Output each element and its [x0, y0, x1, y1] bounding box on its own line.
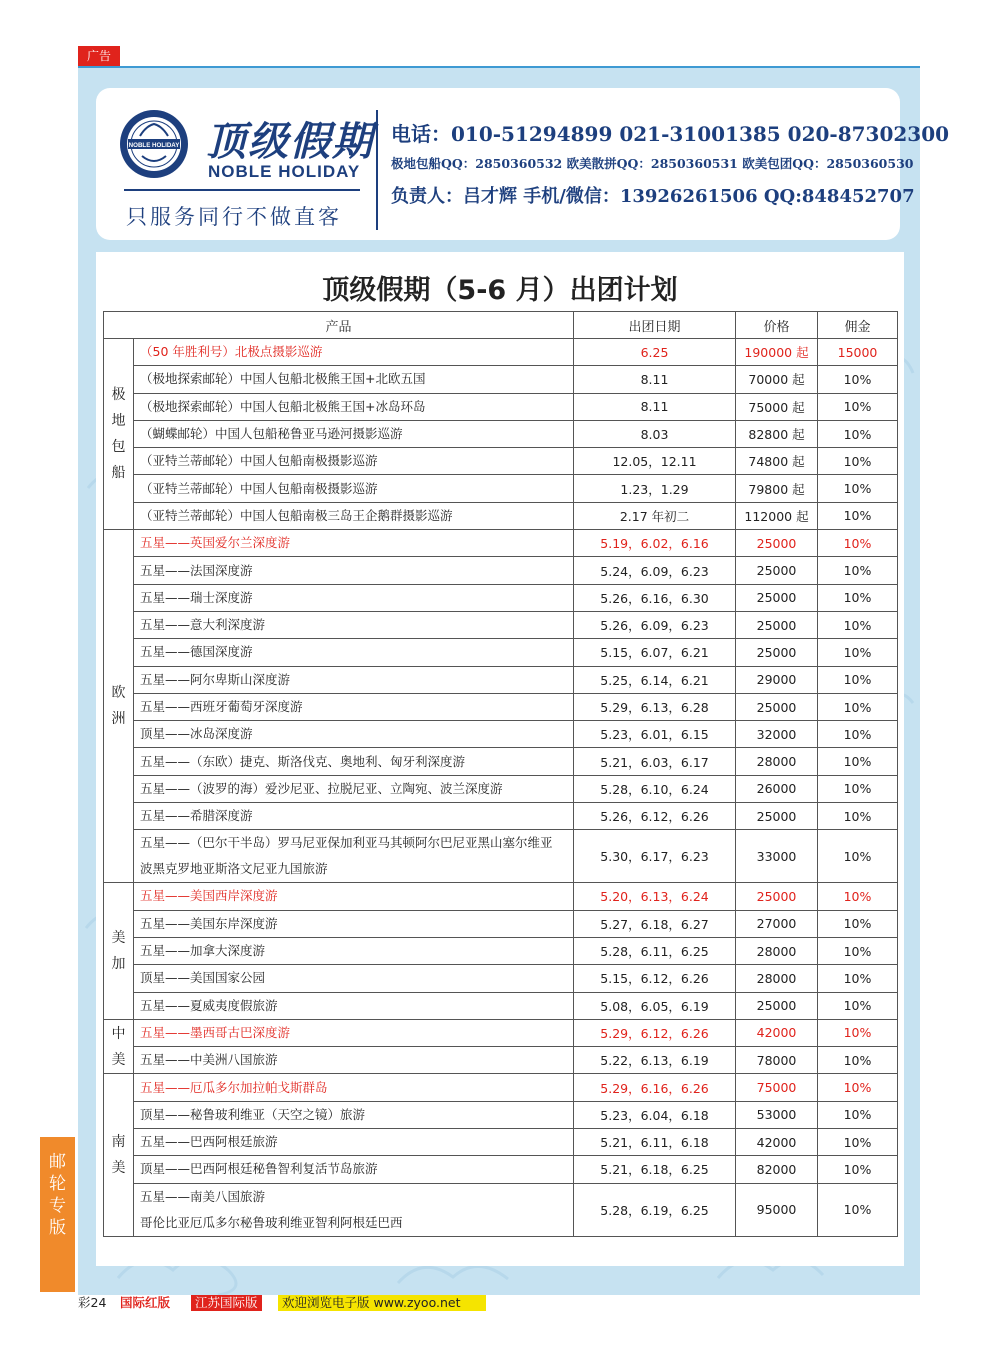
table-row: [104, 557, 898, 584]
product-name: 五星——墨西哥古巴深度游: [140, 1024, 291, 1040]
table-row: [104, 803, 898, 830]
product-name: （50 年胜利号）北极点摄影巡游: [140, 344, 323, 360]
svg-text:NOBLE HOLIDAY: NOBLE HOLIDAY: [128, 142, 180, 149]
product-cell: [134, 339, 574, 366]
dates-cell: 2.17 年初二: [574, 502, 736, 529]
dates-cell: 5.27，6.18，6.27: [574, 910, 736, 937]
product-name: 五星——南美八国旅游: [140, 1188, 266, 1204]
commission-cell: 10%: [818, 1019, 898, 1046]
commission-cell: 15000: [818, 339, 898, 366]
dates-cell: 5.22，6.13，6.19: [574, 1047, 736, 1074]
table-row: [104, 639, 898, 666]
commission-cell: 10%: [818, 721, 898, 748]
dates-cell: 5.21，6.11，6.18: [574, 1129, 736, 1156]
product-name: 五星——阿尔卑斯山深度游: [140, 671, 291, 687]
product-name: （极地探索邮轮）中国人包船北极熊王国+北欧五国: [140, 371, 426, 387]
commission-cell: 10%: [818, 584, 898, 611]
price-cell: 79800 起: [736, 475, 818, 502]
page-title: 顶级假期（5-6 月）出团计划: [322, 275, 678, 306]
table-row: [104, 937, 898, 964]
product-name: 顶星——秘鲁玻利维亚（天空之镜）旅游: [140, 1106, 366, 1122]
product-name: （亚特兰蒂邮轮）中国人包船南极摄影巡游: [140, 453, 378, 469]
product-name: 五星——中美洲八国旅游: [140, 1052, 278, 1068]
header-divider: [376, 110, 378, 230]
price-cell: 29000: [736, 666, 818, 693]
product-cell: [134, 1101, 574, 1128]
commission-cell: 10%: [818, 748, 898, 775]
price-cell: 25000: [736, 639, 818, 666]
price-cell: 32000: [736, 721, 818, 748]
price-cell: 74800 起: [736, 448, 818, 475]
price-cell: 95000: [736, 1183, 818, 1236]
commission-cell: 10%: [818, 502, 898, 529]
commission-cell: 10%: [818, 1047, 898, 1074]
table-header-row: [104, 312, 898, 339]
dates-cell: 12.05，12.11: [574, 448, 736, 475]
product-cell: [134, 557, 574, 584]
header-card: [96, 88, 950, 240]
dates-cell: 1.23，1.29: [574, 475, 736, 502]
logo-english-name: NOBLE HOLIDAY: [208, 162, 361, 181]
product-name: 五星——瑞士深度游: [140, 589, 253, 605]
product-cell: [134, 693, 574, 720]
table-row: [104, 992, 898, 1019]
dates-cell: 5.26，6.09，6.23: [574, 611, 736, 638]
product-name: 五星——德国深度游: [140, 644, 253, 660]
dates-cell: 5.26，6.12，6.26: [574, 803, 736, 830]
table-body: [104, 339, 898, 1237]
price-cell: 25000: [736, 992, 818, 1019]
dates-cell: 6.25: [574, 339, 736, 366]
dates-cell: 5.29，6.12，6.26: [574, 1019, 736, 1046]
category-cell: [104, 530, 134, 883]
category-label: 美加: [111, 930, 126, 973]
dates-cell: 5.29，6.16，6.26: [574, 1074, 736, 1101]
qq-line: 极地包船QQ：2850360532 欧美散拼QQ：2850360531 欧美包团QQ：2850360530: [391, 156, 914, 171]
table-row: [104, 830, 898, 883]
dates-cell: 5.29，6.13，6.28: [574, 693, 736, 720]
category-label: 极地包船: [111, 387, 126, 482]
category-label: 南美: [111, 1134, 126, 1177]
price-cell: 28000: [736, 937, 818, 964]
dates-cell: 8.03: [574, 420, 736, 447]
price-cell: 75000: [736, 1074, 818, 1101]
product-name: （亚特兰蒂邮轮）中国人包船南极三岛王企鹅群摄影巡游: [140, 507, 453, 523]
price-cell: 27000: [736, 910, 818, 937]
table-row: [104, 584, 898, 611]
table-row: [104, 366, 898, 393]
footer-jiangsu-edition: 江苏国际版: [191, 1295, 262, 1311]
table-row: [104, 1156, 898, 1183]
price-cell: 112000 起: [736, 502, 818, 529]
product-name: （亚特兰蒂邮轮）中国人包船南极摄影巡游: [140, 480, 378, 496]
product-cell: [134, 1156, 574, 1183]
product-name-continued: 哥伦比亚厄瓜多尔秘鲁玻利维亚智利阿根廷巴西: [140, 1214, 403, 1230]
price-cell: 70000 起: [736, 366, 818, 393]
commission-cell: 10%: [818, 1074, 898, 1101]
ad-tag: 广告: [78, 46, 120, 66]
product-name: 五星——（巴尔干半岛）罗马尼亚保加利亚马其顿阿尔巴尼亚黑山塞尔维亚: [140, 835, 553, 851]
table-row: [104, 420, 898, 447]
sidebar-label: 邮轮专版: [49, 1152, 66, 1238]
product-name: 顶星——美国国家公园: [140, 970, 266, 986]
commission-cell: 10%: [818, 883, 898, 910]
dates-cell: 5.19，6.02，6.16: [574, 530, 736, 557]
table-row: [104, 1074, 898, 1101]
dates-cell: 5.21，6.03，6.17: [574, 748, 736, 775]
table-row: [104, 693, 898, 720]
product-cell: [134, 584, 574, 611]
product-name: 五星——法国深度游: [140, 562, 253, 578]
slogan: 只服务同行不做直客: [126, 205, 342, 229]
price-cell: 42000: [736, 1019, 818, 1046]
product-cell: [134, 992, 574, 1019]
product-cell: [134, 1074, 574, 1101]
product-name: 五星——英国爱尔兰深度游: [140, 535, 291, 551]
product-cell: [134, 475, 574, 502]
product-cell: [134, 448, 574, 475]
category-cell: [104, 1019, 134, 1074]
table-row: [104, 883, 898, 910]
product-cell: [134, 883, 574, 910]
contact-person-line: 负责人：吕才辉 手机/微信：13926261506 QQ:848452707: [391, 186, 915, 207]
dates-cell: 5.21，6.18，6.25: [574, 1156, 736, 1183]
product-cell: [134, 965, 574, 992]
product-name: （极地探索邮轮）中国人包船北极熊王国+冰岛环岛: [140, 398, 426, 414]
product-cell: [134, 748, 574, 775]
price-cell: 28000: [736, 965, 818, 992]
footer-page-number: 彩24: [78, 1295, 107, 1310]
price-cell: 75000 起: [736, 393, 818, 420]
price-cell: 25000: [736, 530, 818, 557]
table-row: [104, 1047, 898, 1074]
price-cell: 28000: [736, 748, 818, 775]
dates-cell: 5.28，6.19，6.25: [574, 1183, 736, 1236]
commission-cell: 10%: [818, 448, 898, 475]
tour-schedule-table: [103, 311, 898, 1237]
price-cell: 190000 起: [736, 339, 818, 366]
logo-chinese-name: 顶级假期: [206, 118, 374, 165]
price-cell: 26000: [736, 775, 818, 802]
commission-cell: 10%: [818, 965, 898, 992]
table-row: [104, 448, 898, 475]
dates-cell: 5.23，6.01，6.15: [574, 721, 736, 748]
table-row: [104, 775, 898, 802]
price-cell: 25000: [736, 803, 818, 830]
commission-cell: 10%: [818, 475, 898, 502]
product-name: 五星——美国西岸深度游: [140, 888, 278, 904]
commission-cell: 10%: [818, 1156, 898, 1183]
header-dates: 出团日期: [574, 312, 736, 339]
table-row: [104, 721, 898, 748]
table-row: [104, 1129, 898, 1156]
product-cell: [134, 721, 574, 748]
header-commission: 佣金: [818, 312, 898, 339]
header-price: 价格: [736, 312, 818, 339]
table-row: [104, 666, 898, 693]
commission-cell: 10%: [818, 530, 898, 557]
price-cell: 25000: [736, 883, 818, 910]
product-name: 五星——（东欧）捷克、斯洛伐克、奥地利、匈牙利深度游: [140, 753, 466, 769]
product-cell: [134, 1047, 574, 1074]
price-cell: 33000: [736, 830, 818, 883]
commission-cell: 10%: [818, 557, 898, 584]
category-cell: [104, 883, 134, 1019]
commission-cell: 10%: [818, 830, 898, 883]
phone-line: 电话：010-51294899 021-31001385 020-87302300: [391, 122, 950, 146]
dates-cell: 8.11: [574, 393, 736, 420]
table-row: [104, 393, 898, 420]
dates-cell: 5.26，6.16，6.30: [574, 584, 736, 611]
price-cell: 25000: [736, 693, 818, 720]
commission-cell: 10%: [818, 393, 898, 420]
product-name: 五星——巴西阿根廷旅游: [140, 1134, 278, 1150]
price-cell: 78000: [736, 1047, 818, 1074]
product-name: （蝴蝶邮轮）中国人包船秘鲁亚马逊河摄影巡游: [140, 426, 403, 442]
table-row: [104, 502, 898, 529]
table-row: [104, 530, 898, 557]
table-row: [104, 611, 898, 638]
table-row: [104, 910, 898, 937]
product-name: 五星——美国东岸深度游: [140, 915, 278, 931]
footer-welcome-link[interactable]: 欢迎浏览电子版 www.zyoo.net: [278, 1295, 486, 1311]
product-cell: [134, 366, 574, 393]
product-cell: [134, 910, 574, 937]
product-cell: [134, 502, 574, 529]
product-cell: [134, 1129, 574, 1156]
dates-cell: 5.28，6.10，6.24: [574, 775, 736, 802]
dates-cell: 5.28，6.11，6.25: [574, 937, 736, 964]
cruise-edition-sidebar: [40, 1137, 75, 1292]
dates-cell: 5.08，6.05，6.19: [574, 992, 736, 1019]
category-cell: [104, 1074, 134, 1236]
product-cell: [134, 611, 574, 638]
category-label: 欧洲: [111, 685, 126, 728]
price-cell: 82000: [736, 1156, 818, 1183]
product-name: 五星——厄瓜多尔加拉帕戈斯群岛: [140, 1079, 328, 1095]
dates-cell: 5.20，6.13，6.24: [574, 883, 736, 910]
footer-edition: 国际红版: [120, 1295, 171, 1310]
product-cell: [134, 937, 574, 964]
commission-cell: 10%: [818, 639, 898, 666]
logo-divider: [124, 189, 360, 191]
product-name: 五星——加拿大深度游: [140, 943, 266, 959]
commission-cell: 10%: [818, 366, 898, 393]
commission-cell: 10%: [818, 693, 898, 720]
price-cell: 42000: [736, 1129, 818, 1156]
product-name: 五星——西班牙葡萄牙深度游: [140, 699, 303, 714]
price-cell: 53000: [736, 1101, 818, 1128]
product-name: 顶星——冰岛深度游: [140, 726, 253, 742]
dates-cell: 5.25，6.14，6.21: [574, 666, 736, 693]
price-cell: 25000: [736, 611, 818, 638]
commission-cell: 10%: [818, 1101, 898, 1128]
header-product: 产品: [104, 312, 574, 339]
commission-cell: 10%: [818, 1183, 898, 1236]
product-cell: [134, 1183, 574, 1236]
table-row: [104, 1101, 898, 1128]
commission-cell: 10%: [818, 937, 898, 964]
category-label: 中美: [111, 1025, 126, 1068]
dates-cell: 5.24，6.09，6.23: [574, 557, 736, 584]
price-cell: 25000: [736, 557, 818, 584]
commission-cell: 10%: [818, 611, 898, 638]
price-cell: 25000: [736, 584, 818, 611]
product-cell: [134, 666, 574, 693]
table-row: [104, 475, 898, 502]
product-name: 五星——（波罗的海）爱沙尼亚、拉脱尼亚、立陶宛、波兰深度游: [140, 780, 503, 796]
product-cell: [134, 803, 574, 830]
product-cell: [134, 639, 574, 666]
dates-cell: 5.15，6.12，6.26: [574, 965, 736, 992]
product-name: 顶星——巴西阿根廷秘鲁智利复活节岛旅游: [140, 1161, 378, 1177]
table-row: [104, 339, 898, 366]
commission-cell: 10%: [818, 910, 898, 937]
product-cell: [134, 830, 574, 883]
product-name: 五星——意大利深度游: [140, 617, 266, 633]
product-name: 五星——希腊深度游: [140, 808, 253, 824]
dates-cell: 8.11: [574, 366, 736, 393]
commission-cell: 10%: [818, 666, 898, 693]
commission-cell: 10%: [818, 1129, 898, 1156]
product-cell: [134, 420, 574, 447]
product-cell: [134, 393, 574, 420]
table-row: [104, 1183, 898, 1236]
dates-cell: 5.15，6.07，6.21: [574, 639, 736, 666]
product-cell: [134, 775, 574, 802]
commission-cell: 10%: [818, 420, 898, 447]
table-row: [104, 965, 898, 992]
product-name-continued: 波黑克罗地亚斯洛文尼亚九国旅游: [140, 861, 328, 877]
category-cell: [104, 339, 134, 530]
price-cell: 82800 起: [736, 420, 818, 447]
product-name: 五星——夏威夷度假旅游: [140, 997, 278, 1013]
table-row: [104, 748, 898, 775]
noble-holiday-seal-icon: [118, 108, 190, 180]
commission-cell: 10%: [818, 992, 898, 1019]
commission-cell: 10%: [818, 803, 898, 830]
dates-cell: 5.30，6.17，6.23: [574, 830, 736, 883]
commission-cell: 10%: [818, 775, 898, 802]
table-row: [104, 1019, 898, 1046]
dates-cell: 5.23，6.04，6.18: [574, 1101, 736, 1128]
product-cell: [134, 1019, 574, 1046]
product-cell: [134, 530, 574, 557]
